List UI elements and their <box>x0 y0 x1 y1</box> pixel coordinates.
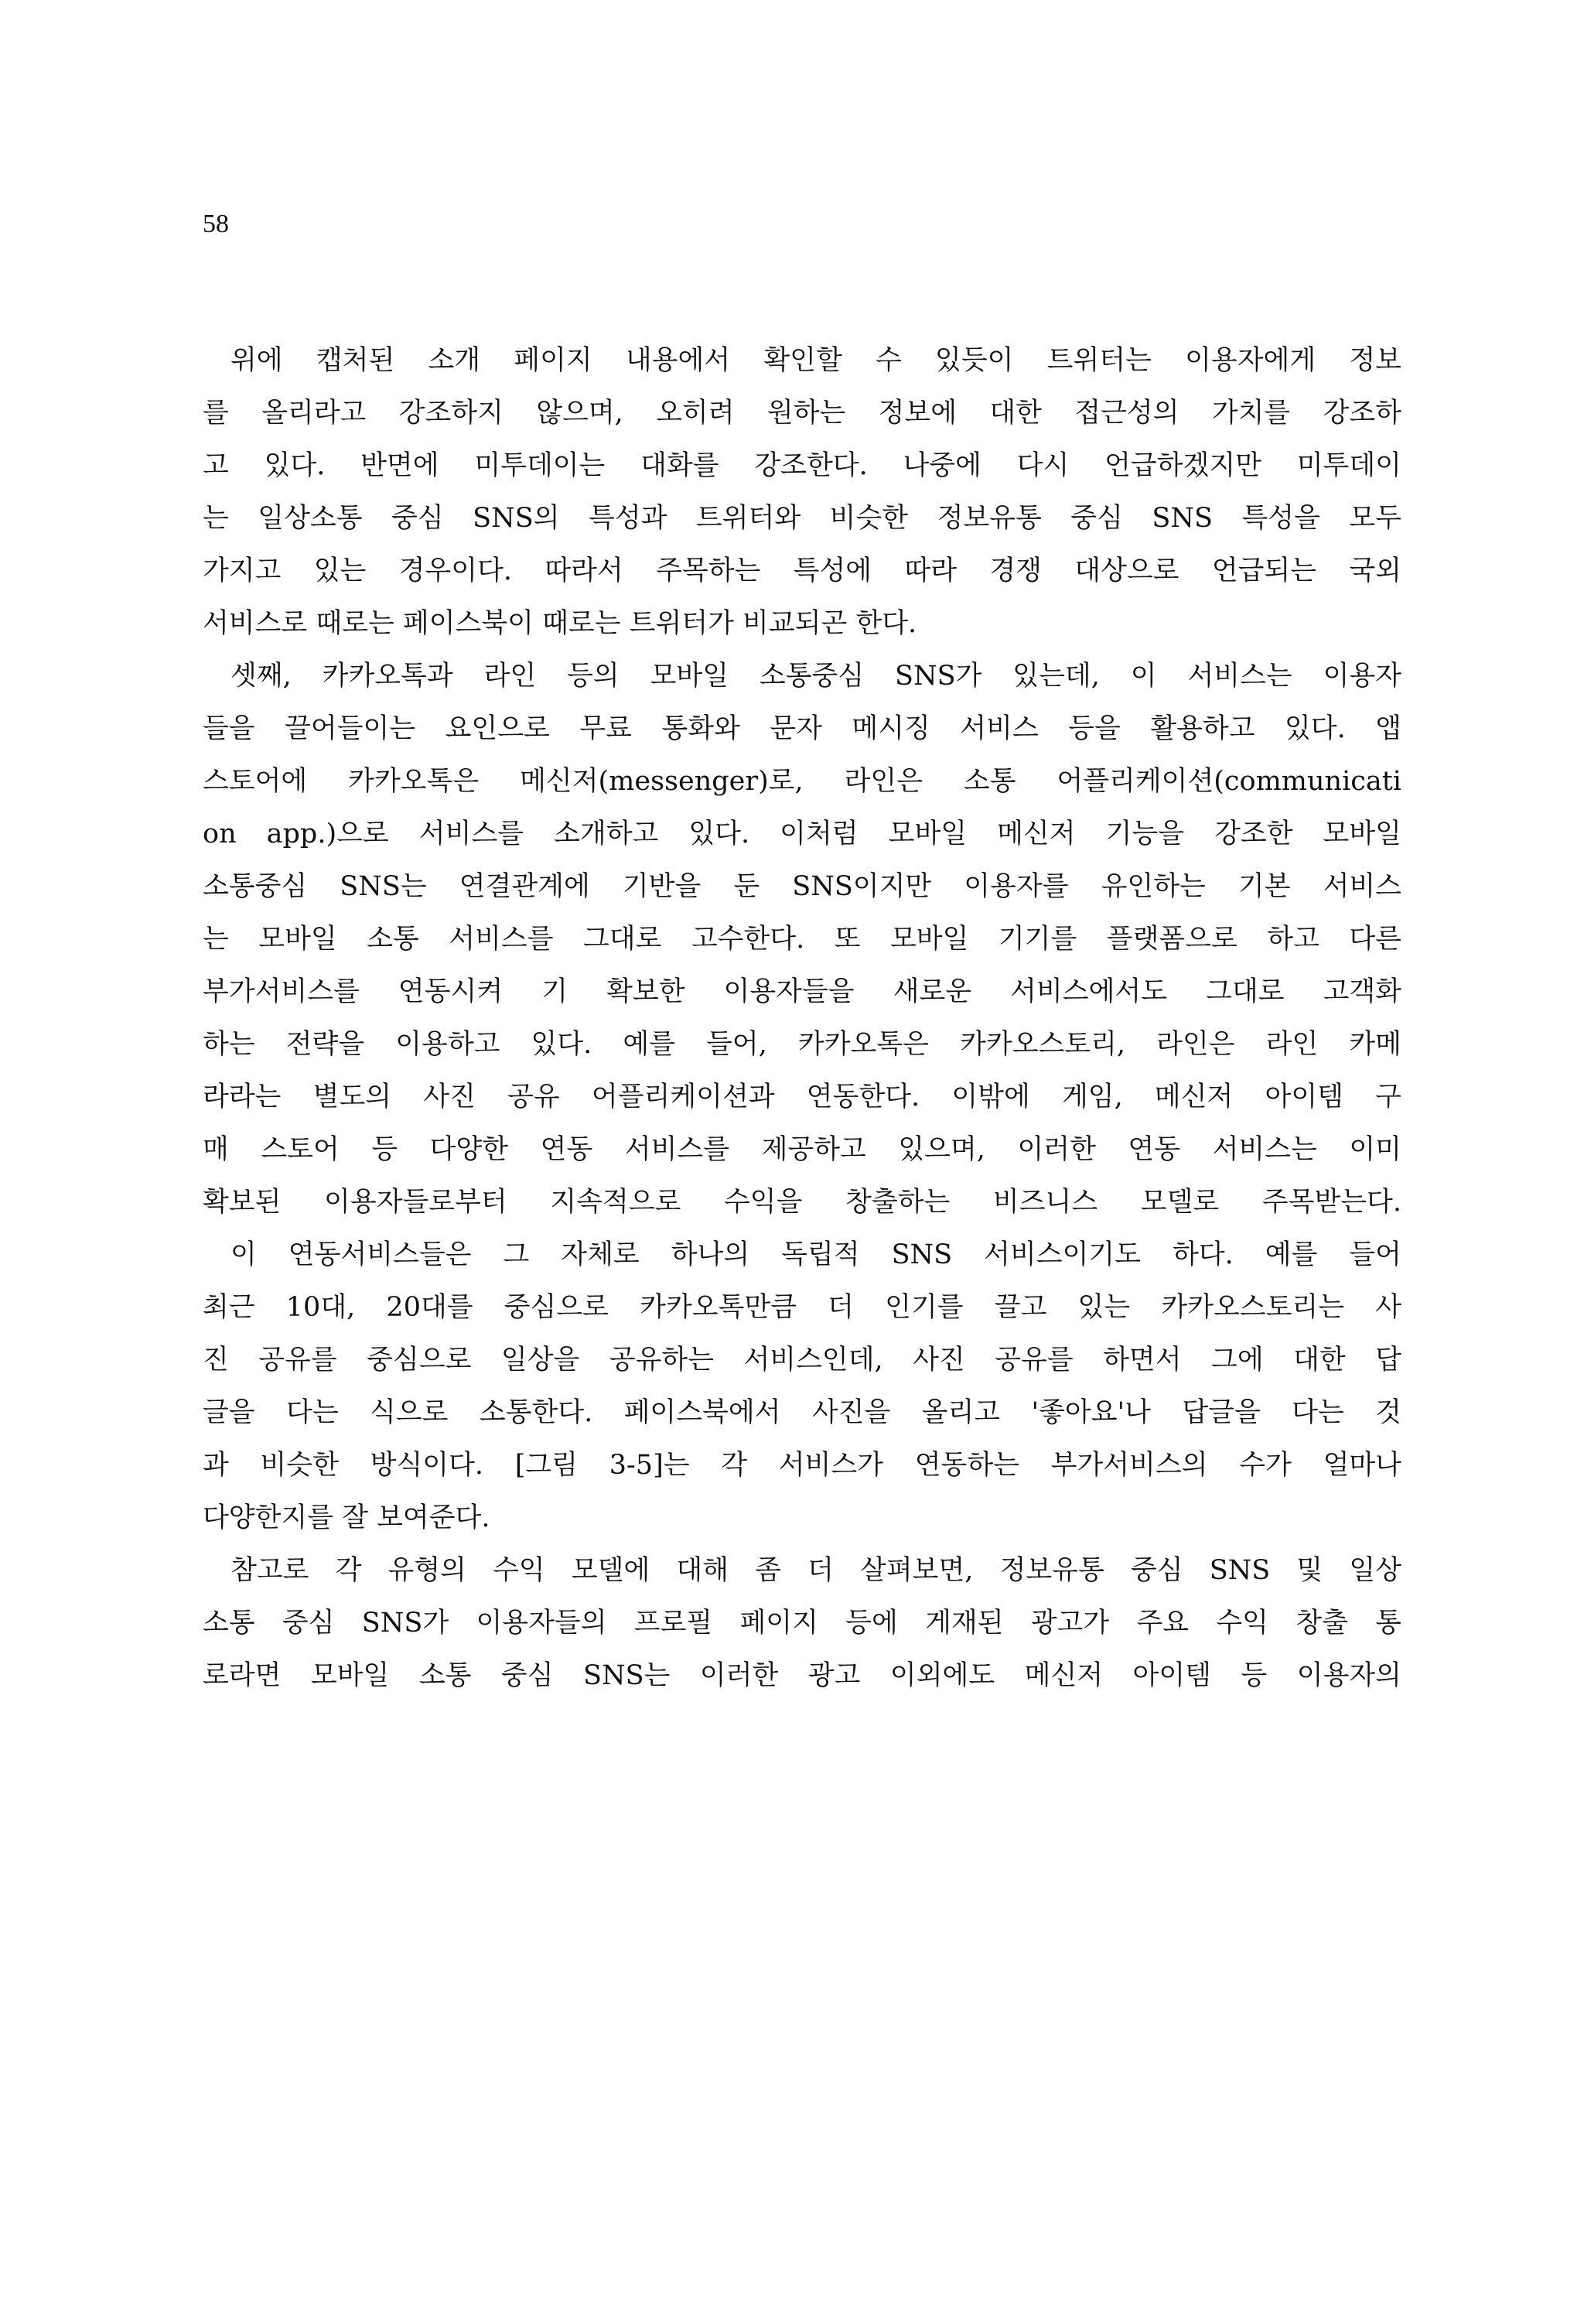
text-line: 가지고 있는 경우이다. 따라서 주목하는 특성에 따라 경쟁 대상으로 언급되는 국외 <box>203 555 1401 586</box>
text-line: 로라면 모바일 소통 중심 SNS는 이러한 광고 이외에도 메신저 아이템 등 이용자의 <box>203 1660 1401 1691</box>
text-line: 는 일상소통 중심 SNS의 특성과 트위터와 비슷한 정보유통 중심 SNS 특성을 모두 <box>203 503 1401 534</box>
text-line: 서비스로 때로는 페이스북이 때로는 트위터가 비교되곤 한다. <box>203 608 917 639</box>
text-line: 하는 전략을 이용하고 있다. 예를 들어, 카카오톡은 카카오스토리, 라인은 라인 카메 <box>203 1029 1401 1060</box>
text-line: 과 비슷한 방식이다. [그림 3-5]는 각 서비스가 연동하는 부가서비스의 수가 얼마나 <box>203 1450 1401 1481</box>
text-line: 참고로 각 유형의 수익 모델에 대해 좀 더 살펴보면, 정보유통 중심 SNS 및 일상 <box>230 1555 1401 1586</box>
text-line: 최근 10대, 20대를 중심으로 카카오톡만큼 더 인기를 끌고 있는 카카오스토리는 사 <box>203 1292 1401 1323</box>
body-text <box>203 334 1401 1702</box>
text-line: on app.)으로 서비스를 소개하고 있다. 이처럼 모바일 메신저 기능을 강조한 모바일 <box>203 819 1401 849</box>
text-line: 확보된 이용자들로부터 지속적으로 수익을 창출하는 비즈니스 모델로 주목받는다. <box>203 1187 1401 1218</box>
text-line: 셋째, 카카오톡과 라인 등의 모바일 소통중심 SNS가 있는데, 이 서비스는 이용자 <box>230 661 1401 692</box>
text-line: 고 있다. 반면에 미투데이는 대화를 강조한다. 나중에 다시 언급하겠지만 미투데이 <box>203 450 1401 481</box>
text-line: 부가서비스를 연동시켜 기 확보한 이용자들을 새로운 서비스에서도 그대로 고객화 <box>203 976 1401 1007</box>
page-number: 58 <box>203 210 229 238</box>
text-line: 위에 캡처된 소개 페이지 내용에서 확인할 수 있듯이 트위터는 이용자에게 정보 <box>230 345 1401 376</box>
text-line: 소통중심 SNS는 연결관계에 기반을 둔 SNS이지만 이용자를 유인하는 기본 서비스 <box>203 871 1401 902</box>
text-line: 를 올리라고 강조하지 않으며, 오히려 원하는 정보에 대한 접근성의 가치를 강조하 <box>203 398 1401 429</box>
text-line: 글을 다는 식으로 소통한다. 페이스북에서 사진을 올리고 '좋아요'나 답글을 다는 것 <box>203 1397 1401 1428</box>
text-line: 매 스토어 등 다양한 연동 서비스를 제공하고 있으며, 이러한 연동 서비스는 이미 <box>203 1134 1401 1165</box>
text-line: 는 모바일 소통 서비스를 그대로 고수한다. 또 모바일 기기를 플랫폼으로 하고 다른 <box>203 924 1401 955</box>
text-line: 들을 끌어들이는 요인으로 무료 통화와 문자 메시징 서비스 등을 활용하고 있다. 앱 <box>203 713 1401 744</box>
text-line: 다양한지를 잘 보여준다. <box>203 1502 490 1533</box>
text-line: 소통 중심 SNS가 이용자들의 프로필 페이지 등에 게재된 광고가 주요 수익 창출 통 <box>203 1608 1401 1639</box>
text-line: 진 공유를 중심으로 일상을 공유하는 서비스인데, 사진 공유를 하면서 그에 대한 답 <box>203 1345 1401 1376</box>
text-line: 라라는 별도의 사진 공유 어플리케이션과 연동한다. 이밖에 게임, 메신저 아이템 구 <box>203 1082 1401 1112</box>
text-line: 스토어에 카카오톡은 메신저(messenger)로, 라인은 소통 어플리케이션(communicati <box>203 766 1401 797</box>
text-line: 이 연동서비스들은 그 자체로 하나의 독립적 SNS 서비스이기도 하다. 예를 들어 <box>230 1239 1401 1270</box>
